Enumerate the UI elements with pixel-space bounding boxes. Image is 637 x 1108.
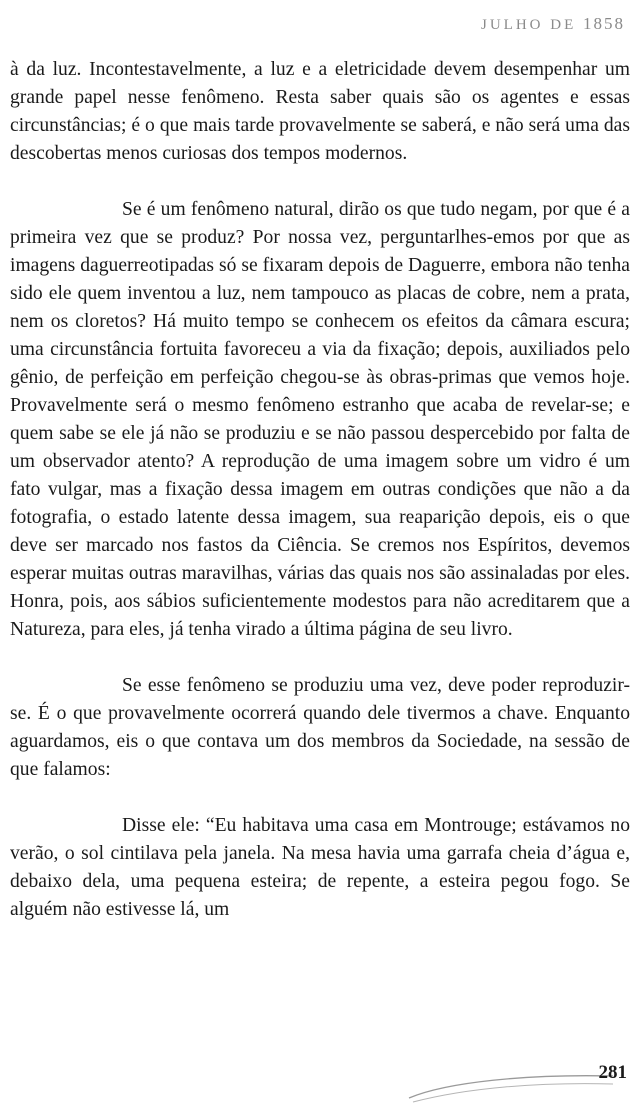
- running-head-title: JULHO DE: [481, 17, 577, 33]
- page-number: 281: [598, 1062, 627, 1083]
- text-body: [10, 56, 630, 924]
- decorative-swoosh-icon: [407, 1064, 617, 1106]
- paragraph-continuation: à da luz. Incontestavelmente, a luz e a eletricidade devem desempenhar um grande papel nesse fenômeno. Resta saber quais são os agentes e essas circunstâncias; é o que mais tarde provavelmente se saberá, e não será uma das descobertas menos curiosas dos tempos modernos.: [10, 59, 630, 164]
- paragraph: Se é um fenômeno natural, dirão os que tudo negam, por que é a primeira vez que se produz? Por nossa vez, perguntarlhes-emos por que as imagens daguerreotipadas só se fixaram depois de Daguerre, embora não tenha sido ele quem inventou a luz, nem tampouco as placas de cobre, nem a prata, nem os cloretos? Há muito tempo se conhecem os efeitos da câmara escura; uma circunstância fortuita favoreceu a via da fixação; depois, auxiliados pelo gênio, de perfeição em perfeição chegou-se às obras-primas que vemos hoje. Provavelmente será o mesmo fenômeno estranho que acaba de revelar-se; e quem sabe se ele já não se produziu e se não passou despercebido por falta de um observador atento? A reprodução de uma imagem sobre um vidro é um fato vulgar, mas a fixação dessa imagem em outras condições que não a da fotografia, o estado latente dessa imagem, sua reaparição depois, eis o que deve ser marcado nos fastos da Ciência. Se cremos nos Espíritos, devemos esperar muitas outras maravilhas, várias das quais nos são assinaladas por eles. Honra, pois, aos sábios suficientemente modestos para não acreditarem que a Natureza, para eles, já tenha virado a última página de seu livro.: [10, 199, 630, 640]
- running-head-year: 1858: [583, 14, 625, 33]
- page-footer: [0, 1062, 637, 1108]
- paragraph: Se esse fenômeno se produziu uma vez, deve poder reproduzir-se. É o que provavelmente ocorrerá quando dele tivermos a chave. Enquanto aguardamos, eis o que contava um dos membros da Sociedade, na sessão de que falamos:: [10, 675, 630, 780]
- running-head: [481, 14, 625, 34]
- paragraph: Disse ele: “Eu habitava uma casa em Montrouge; estávamos no verão, o sol cintilava pela janela. Na mesa havia uma garrafa cheia d’água e, debaixo dela, uma pequena esteira; de repente, a esteira pegou fogo. Se alguém não estivesse lá, um: [10, 815, 630, 920]
